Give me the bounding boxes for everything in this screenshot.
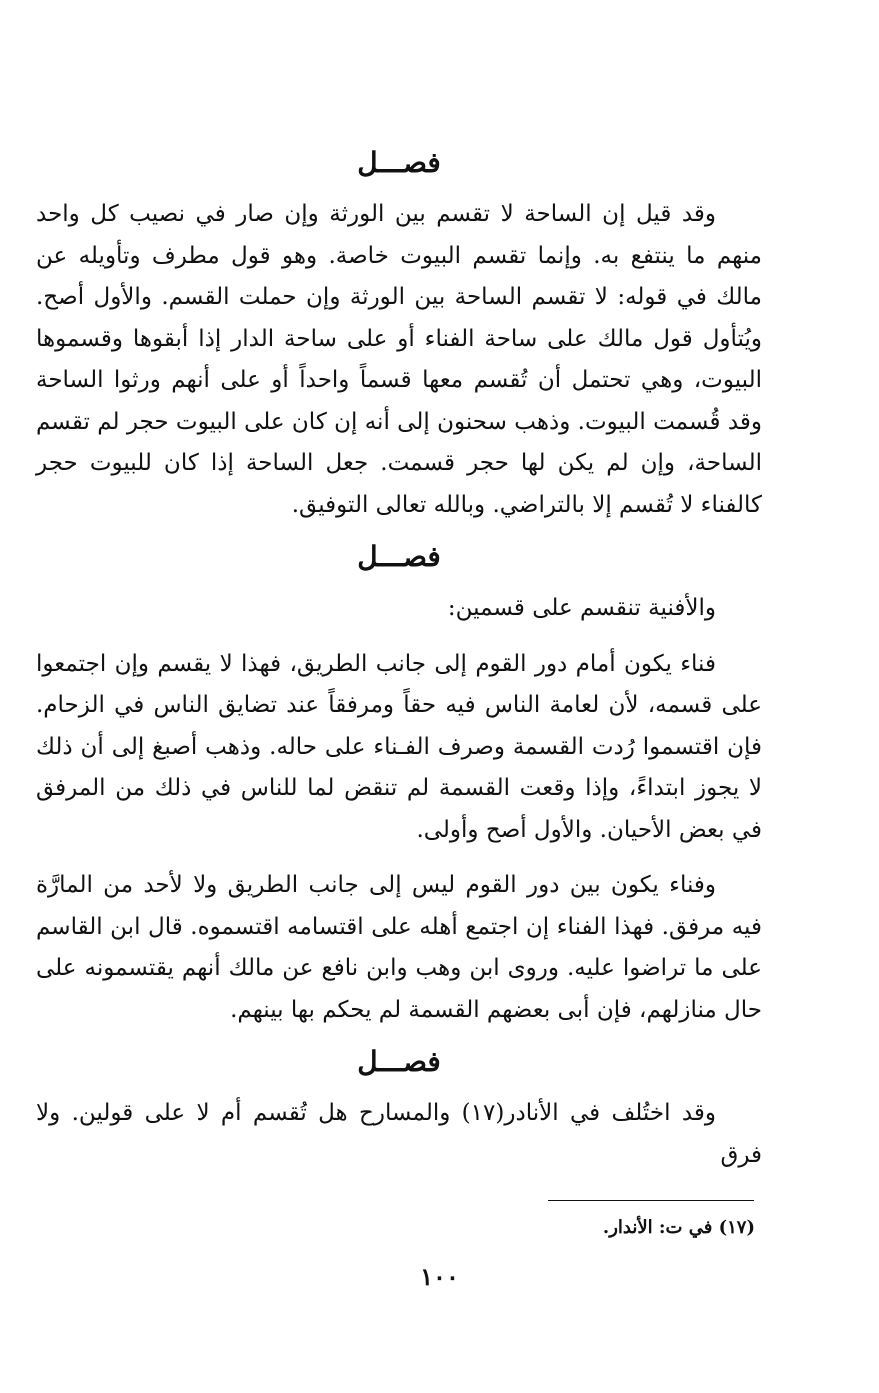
paragraph: وقد اختُلف في الأنادر(١٧) والمسارح هل تُقسم أم لا على قولين. ولا فرق [36,1100,762,1168]
main-text [36,132,762,1176]
paragraph: وفناء يكون بين دور القوم ليس إلى جانب الطريق ولا لأحد من المارَّة فيه مرفق. فهذا الفناء إن اجتمع أهله على اقتسامه اقتسموه. قال ابن القاسم على ما تراضوا عليه. وروى ابن وهب وابن نافع عن مالك أنهم يقتسمونه على حال منازلهم، فإن أبى بعضهم القسمة لم يحكم بها بينهم. [36,872,762,1023]
paragraph: وقد قيل إن الساحة لا تقسم بين الورثة وإن صار في نصيب كل واحد منهم ما ينتفع به. وإنما تقسم البيوت خاصة. وهو قول مطرف وتأويله عن مالك في قوله: لا تقسم الساحة بين الورثة وإن حملت القسم. والأول أصح. ويُتأول قول مالك على ساحة الفناء أو على ساحة الدار إذا أبقوها وقسموها البيوت، وهي تحتمل أن تُقسم معها قسماً واحداً أو على أنهم ورثوا الساحة وقد قُسمت البيوت. وذهب سحنون إلى أنه إن كان على البيوت حجر لم تقسم الساحة، وإن لم يكن لها حجر قسمت. جعل الساحة إذا كان للبيوت حجر كالفناء لا تُقسم إلا بالتراضي. وبالله تعالى التوفيق. [36,201,762,518]
paragraph: فناء يكون أمام دور القوم إلى جانب الطريق، فهذا لا يقسم وإن اجتمعوا على قسمه، لأن لعامة الناس فيه حقاً ومرفقاً عند تضايق الناس في الزحام. فإن اقتسموا رُدت القسمة وصرف الفـناء على حاله. وذهب أصبغ إلى أن ذلك لا يجوز ابتداءً، وإذا وقعت القسمة لم تنقض لما للناس في ذلك من المرفق في بعض الأحيان. والأول أصح وأولى. [36,650,762,843]
section-heading: فصـــل [357,1045,441,1078]
section-heading: فصـــل [357,540,441,573]
section-heading: فصـــل [357,146,441,179]
footnote-divider [548,1200,754,1201]
page-number: ١٠٠ [420,1262,459,1291]
paragraph: والأفنية تنقسم على قسمين: [447,595,716,621]
footnote: (١٧) في ت: الأندار. [602,1217,755,1238]
